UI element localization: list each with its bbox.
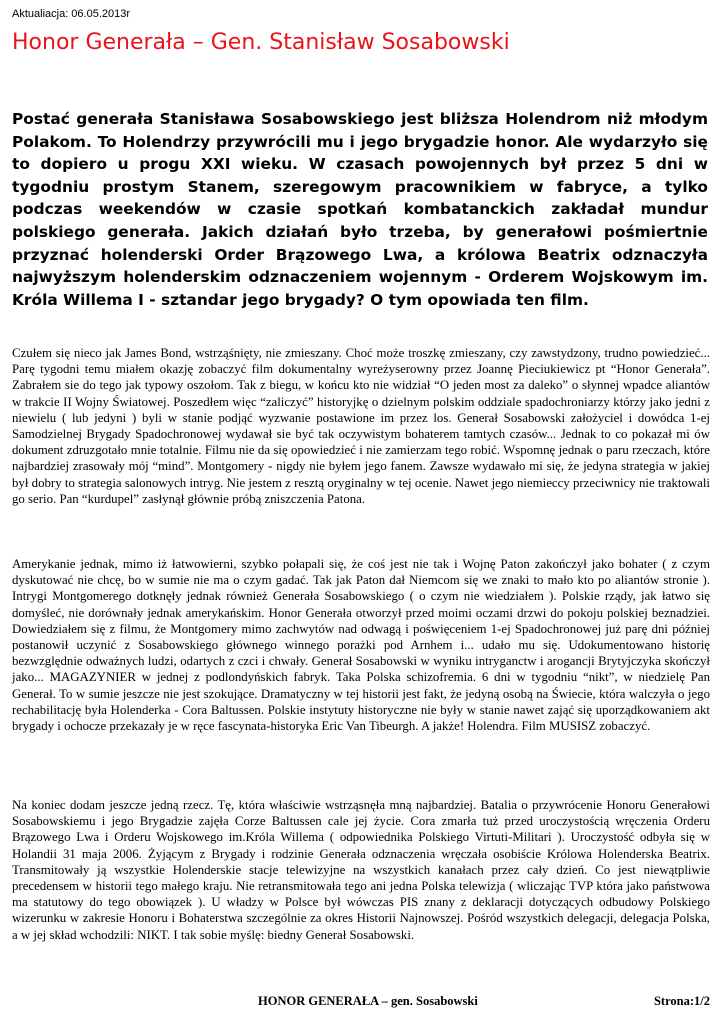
page-title: Honor Generała – Gen. Stanisław Sosabowski [12, 30, 510, 55]
lead-paragraph: Postać generała Stanisława Sosabowskiego jest bliższa Holendrom niż młodym Polakom. To Holendrzy przywrócili mu i jego brygadzie honor. Ale wydarzyło się to dopiero u progu XXI wieku. W czasach powojennych był przez 5 dni w tygodniu prostym Stanem, szeregowym pracownikiem w fabryce, a tylko podczas weekendów w czasie spotkań kombatanckich zakładał mundur polskiego generała. Jakich działań było trzeba, by generałowi pośmiertnie przyznać holenderski Order Brązowego Lwa, a królowa Beatrix odznaczyła najwyższym holenderskim odznaczeniem wojennym - Orderem Wojskowym im. Króla Willema I - sztandar jego brygady? O tym opowiada ten film. [12, 110, 708, 309]
body-paragraph-3: Na koniec dodam jeszcze jedną rzecz. Tę, która właściwie wstrząsnęła mną najbardziej. Batalia o przywrócenie Honoru Generałowi Sosabowskiemu i jego Brygadzie zajęła Corze Baltussen cale jej życie. Cora zmarła tuż przed uroczystością wręczenia Orderu Brązowego Lwa i Orderu Wojskowego im.Króla Willema ( odpowiednika Polskiego Virtuti-Militari ). Uroczystość odbyła się w Holandii 31 maja 2006. Żyjącym z Brygady i rodzinie Generała odznaczenia wręczała osobiście Królowa Holenderska Beatrix. Transmitowały ją wszystkie Holenderskie stacje telewizyjne na wszystkich kanałach przez cały dzień. Co jest niewątpliwie precedensem w historii tego małego kraju. Nie retransmitowała tego ani jedna Polska telewizja ( wliczając TVP która jako państwowa ma statutowy do tego obowiązek ). U władzy w Polsce był wówczas PIS znany z deklaracji dotyczących odbudowy Polskiego wizerunku w zakresie Honoru i Bohaterstwa szczególnie za okres Historii Najnowszej. Pośród wszystkich delegacji, delegacja Polska, a w jej skład wchodzili: NIKT. I tak sobie myślę: biedny Generał Sosabowski. [12, 798, 710, 942]
body-paragraph-1: Czułem się nieco jak James Bond, wstrząśnięty, nie zmieszany. Choć może troszkę zmieszany, czy zawstydzony, trudno powiedzieć... Parę tygodni temu miałem okazję zobaczyć film dokumentalny wyreżyserowny przez Joannę Pieciukiewicz pt “Honor Generała”. Zabrałem sie do tego jak typowy oszołom. Tak z biegu, w końcu kto nie widział “O jeden most za daleko” o słynnej wpadce aliantów w trakcie II Wojny Światowej. Poszedłem więc “zaliczyć” historyjkę o dzielnym polskim oddziale spadochroniarzy którzy jako jedni z niewielu ( lub jedyni ) byli w stanie podjąć wyzwanie postawione im przez los. Generał Sosabowski założyciel i dowódca 1-ej Samodzielnej Brygady Spadochronowej wydawał sie być tak oczywistym bohaterem tamtych czasów... Jednak to co pokazał mi ów dokument zdruzgotało mnie totalnie. Filmu nie da się opowiedzieć i nie zamierzam tego robić. Wspomnę jednak o paru rzeczach, które najbardziej zrasowały mój “mind”. Montgomery - nigdy nie byłem jego fanem. Zawsze wydawało mi się, że jedyna strategia w jakiej był dobry to strategia salonowych intryg. Nie jestem z resztą oryginalny w tej ocenie. Nawet jego niemieccy przeciwnicy nie traktowali go serio. Pan “kurdupel” zasłynął głównie próbą zniszczenia Patona. [12, 346, 710, 506]
update-date: Aktualiacja: 06.05.2013r [12, 8, 131, 20]
body-paragraph-2: Amerykanie jednak, mimo iż łatwowierni, szybko połapali się, że coś jest nie tak i Wojnę Paton zakończył jako bohater ( z czym dyskutować nie chcę, bo w sumie nie ma o czym gadać. Tak jak Paton dał Niemcom się we znaki to mało kto po aliantów stronie ). Intrygi Montgomerego dotknęły jednak również Generała Sosabowskiego ( o czym nie wiedziałem ). Polskie rządy, jak łatwo się domyśleć, nie dorównały jednak amerykańskim. Honor Generała otworzył przed moimi oczami drzwi do pokoju polskiej beznadziei. Dowiedziałem się z filmu, że Montgomery mimo zachwytów nad odwagą i poświęceniem 1-ej Spadochronowej już parę dni później postanowił uczynić z Sosabowskiego głównego winnego porażki pod Arnhem i... udało mu się. Udokumentowano historię bezwzględnie odważnych ludzi, odartych z czci i chwały. Generał Sosabowski w wyniku intryganctw i arogancji Brytyjczyka skończył jako... MAGAZYNIER w jednej z podlondyńskich fabryk. Taka Polska schizofremia. 6 dni w tygodniu “nikt”, w niedzielę Pan Generał. To w sumie jeszcze nie jest szokujące. Dramatyczny w tej historii jest fakt, że jedyną osobą na Świecie, która walczyła o jego rechabilitację była Holenderka - Cora Baltussen. Polskie instytuty historyczne nie były w stanie nawet zająć się uporządkowaniem akt brygady i ochocze przekazały je w ręce fascynata-historyka Eric Van Tibeurgh. A jakże! Holendra. Film MUSISZ zobaczyć. [12, 557, 710, 734]
page-number: Strona:1/2 [653, 994, 710, 1008]
footer-title: HONOR GENERAŁA – gen. Sosabowski [258, 994, 478, 1008]
